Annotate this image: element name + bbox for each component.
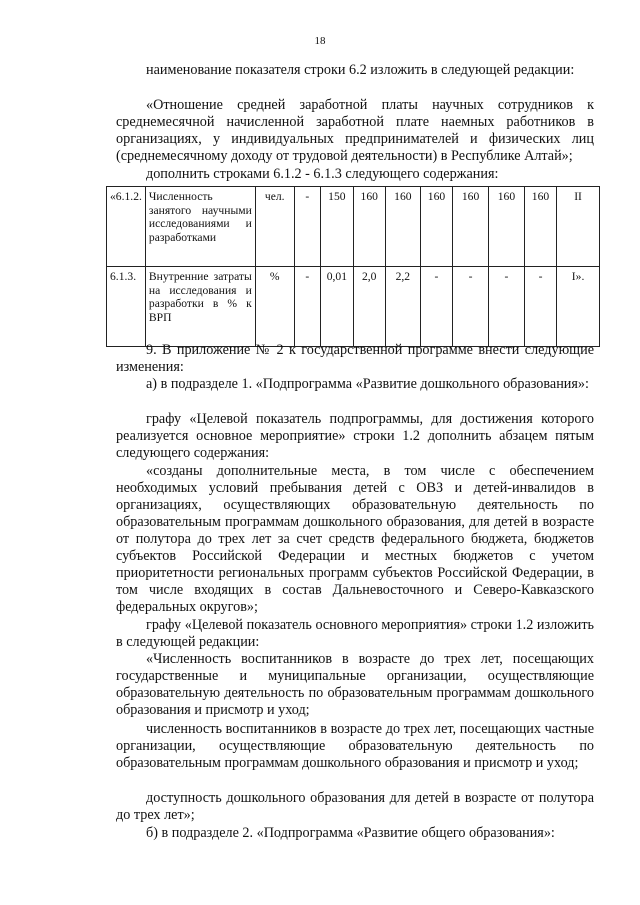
paragraph-quoted-places: «созданы дополнительные места, в том числе с обеспечением необходимых условий пребывания детей с ОВЗ и детей-инвалидов в организациях, осуществляющих образовательную деятельность по образовательным программам дошкольного образования, для детей в возрасте от полутора до трех лет за счет средств федерального бюджета, бюджетов субъектов Российской Федерации и местных бюджетов с учетом приоритетности региональных программ субъектов Российской Федерации, в том числе входящих в состав Дальневосточного и Северо-Кавказского федеральных округов»; <box>116 463 594 615</box>
value-cell: 160 <box>420 187 452 267</box>
value-cell: 150 <box>321 187 354 267</box>
value-cell: - <box>294 267 321 347</box>
paragraph-column-target: графу «Целевой показатель подпрограммы, для достижения которого реализуется основное мероприятие» строки 1.2 дополнить абзацем пятым следующего содержания: <box>116 411 594 461</box>
unit-cell: чел. <box>255 187 294 267</box>
row-number: 6.1.3. <box>107 267 146 347</box>
page-number: 18 <box>314 35 326 47</box>
value-cell: 160 <box>385 187 420 267</box>
paragraph-subsection-b: б) в подразделе 2. «Подпрограмма «Развитие общего образования»: <box>146 825 555 841</box>
indicator-table <box>106 186 600 347</box>
unit-cell: % <box>255 267 294 347</box>
value-cell: 160 <box>488 187 524 267</box>
category-cell: I». <box>557 267 600 347</box>
table-row <box>107 187 600 267</box>
value-cell: 160 <box>353 187 385 267</box>
paragraph-availability: доступность дошкольного образования для детей в возрасте от полутора до трех лет»; <box>116 790 594 823</box>
table-row <box>107 267 600 347</box>
value-cell: - <box>524 267 556 347</box>
value-cell: - <box>420 267 452 347</box>
paragraph-quoted-indicator: «Отношение средней заработной платы научных сотрудников к среднемесячной начисленной заработной плате наемных работников в организациях, у индивидуальных предпринимателей и физических лиц (среднемесячному доходу от трудовой деятельности) в Республике Алтай»; <box>116 97 594 164</box>
paragraph-quoted-count: «Численность воспитанников в возрасте до трех лет, посещающих государственные и муниципальные организации, осуществляющие образовательную деятельность по образовательным программам дошкольного образования и присмотр и уход; <box>116 651 594 718</box>
value-cell: 2,0 <box>353 267 385 347</box>
category-cell: II <box>557 187 600 267</box>
paragraph-column-main: графу «Целевой показатель основного мероприятия» строки 1.2 изложить в следующей редакции: <box>116 617 594 650</box>
value-cell: - <box>453 267 489 347</box>
value-cell: 160 <box>453 187 489 267</box>
paragraph-subsection-a: а) в подразделе 1. «Подпрограмма «Развитие дошкольного образования»: <box>146 376 589 392</box>
value-cell: 0,01 <box>321 267 354 347</box>
value-cell: - <box>488 267 524 347</box>
paragraph-appendix-changes: 9. В приложение № 2 к государственной программе внести следующие изменения: <box>116 342 594 375</box>
paragraph-add-rows: дополнить строками 6.1.2 - 6.1.3 следующего содержания: <box>146 166 499 182</box>
paragraph-indicator-name: наименование показателя строки 6.2 изложить в следующей редакции: <box>146 62 575 78</box>
value-cell: - <box>294 187 321 267</box>
value-cell: 2,2 <box>385 267 420 347</box>
indicator-name: Численность занятого научными исследованиями и разработками <box>145 187 255 267</box>
indicator-name: Внутренние затраты на исследования и разработки в % к ВРП <box>145 267 255 347</box>
paragraph-private-count: численность воспитанников в возрасте до трех лет, посещающих частные организации, осуществляющие образовательную деятельность по образовательным программам дошкольного образования и присмотр и уход; <box>116 721 594 771</box>
value-cell: 160 <box>524 187 556 267</box>
row-number: «6.1.2. <box>107 187 146 267</box>
